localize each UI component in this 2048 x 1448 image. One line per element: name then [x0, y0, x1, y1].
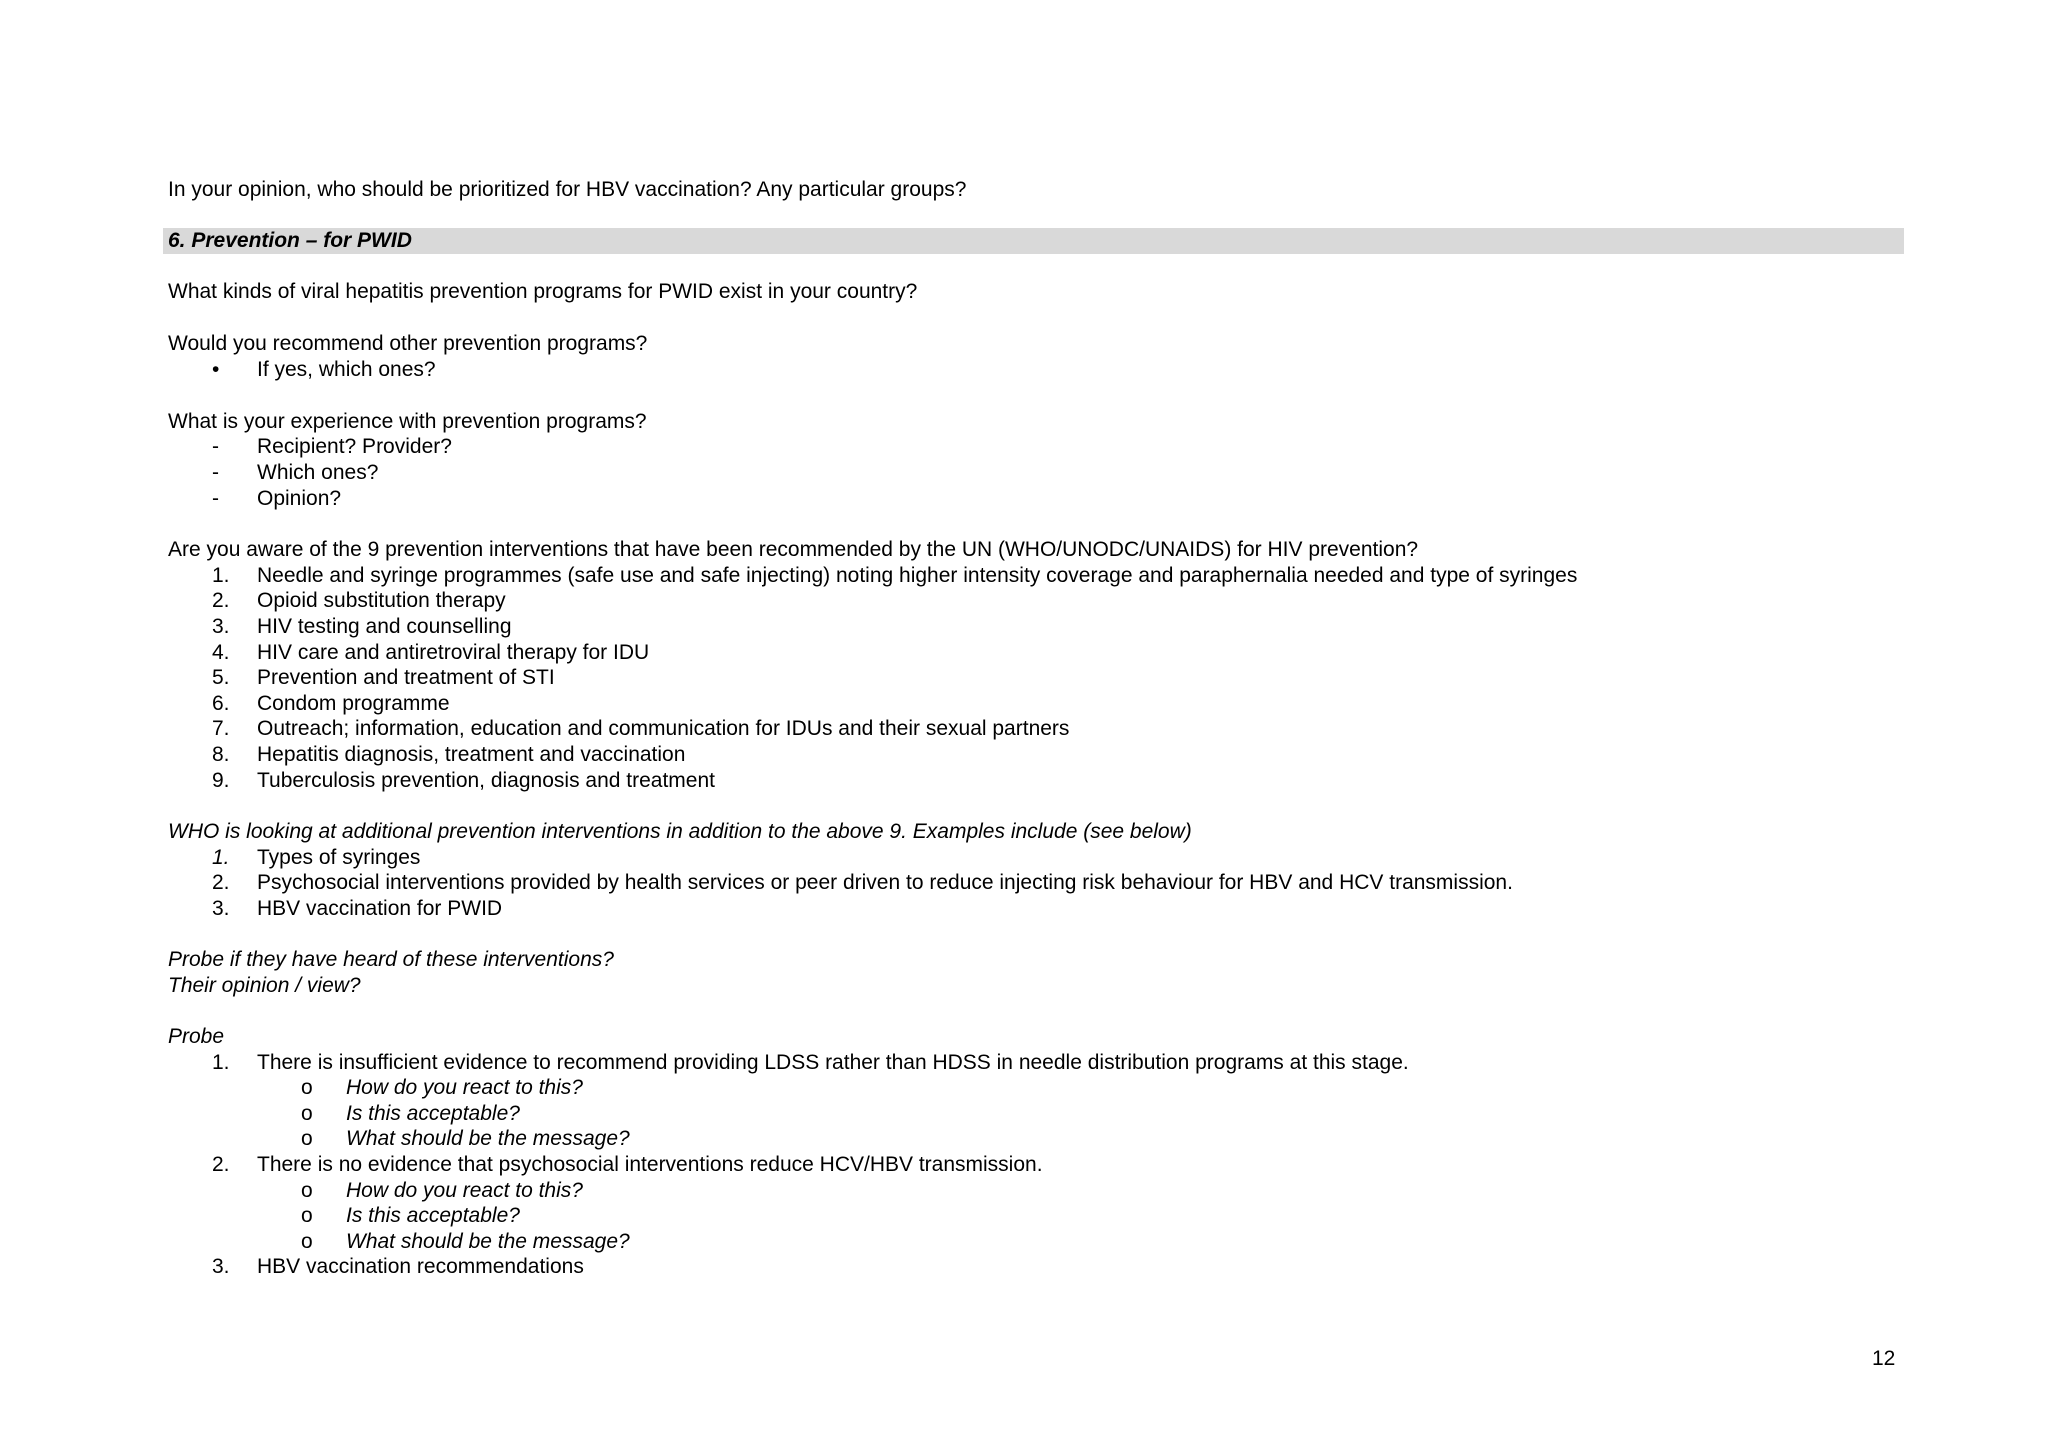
question-experience: What is your experience with prevention programs?	[168, 410, 647, 433]
list-marker: 3.	[212, 615, 230, 638]
list-marker: 4.	[212, 641, 230, 664]
list-item: Needle and syringe programmes (safe use and safe injecting) noting higher intensity coverage and paraphernalia needed and type of syringes	[257, 564, 1578, 587]
list-item: Recipient? Provider?	[257, 435, 452, 458]
list-item: Types of syringes	[257, 846, 421, 869]
circle-bullet-marker: o	[301, 1179, 313, 1202]
sub-list-item: How do you react to this?	[346, 1076, 583, 1099]
list-marker: 1.	[212, 846, 230, 869]
sub-list-item: How do you react to this?	[346, 1179, 583, 1202]
circle-bullet-marker: o	[301, 1127, 313, 1150]
list-item: There is insufficient evidence to recommend providing LDSS rather than HDSS in needle distribution programs at this stage.	[257, 1051, 1409, 1074]
probe-label: Probe	[168, 1025, 225, 1048]
question-recommend: Would you recommend other prevention programs?	[168, 332, 648, 355]
list-item: HBV vaccination for PWID	[257, 897, 503, 920]
list-item: There is no evidence that psychosocial interventions reduce HCV/HBV transmission.	[257, 1153, 1043, 1176]
list-item: Hepatitis diagnosis, treatment and vaccination	[257, 743, 686, 766]
list-marker: 3.	[212, 897, 230, 920]
list-marker: 6.	[212, 692, 230, 715]
list-marker: 3.	[212, 1255, 230, 1278]
list-item: Prevention and treatment of STI	[257, 666, 555, 689]
list-marker: 8.	[212, 743, 230, 766]
list-marker: 9.	[212, 769, 230, 792]
question-hbv-priority: In your opinion, who should be prioritized for HBV vaccination? Any particular groups?	[168, 178, 967, 201]
list-item: HIV care and antiretroviral therapy for IDU	[257, 641, 650, 664]
list-marker: 1.	[212, 1051, 230, 1074]
sub-list-item: What should be the message?	[346, 1230, 630, 1253]
sub-list-item: Is this acceptable?	[346, 1204, 520, 1227]
question-programs-exist: What kinds of viral hepatitis prevention programs for PWID exist in your country?	[168, 280, 918, 303]
list-item: Opinion?	[257, 487, 342, 510]
list-marker: 5.	[212, 666, 230, 689]
list-item: Opioid substitution therapy	[257, 589, 506, 612]
list-item: Psychosocial interventions provided by health services or peer driven to reduce injecting risk behaviour for HBV and HCV transmission.	[257, 871, 1513, 894]
circle-bullet-marker: o	[301, 1102, 313, 1125]
list-marker: 7.	[212, 717, 230, 740]
list-item: Which ones?	[257, 461, 379, 484]
sub-list-item: Is this acceptable?	[346, 1102, 520, 1125]
list-item: HBV vaccination recommendations	[257, 1255, 584, 1278]
circle-bullet-marker: o	[301, 1204, 313, 1227]
list-marker: 2.	[212, 1153, 230, 1176]
bullet-marker: •	[212, 358, 220, 381]
who-additional-note: WHO is looking at additional prevention interventions in addition to the above 9. Examples include (see below)	[168, 820, 1192, 843]
recommend-bullet: If yes, which ones?	[257, 358, 436, 381]
page-number: 12	[1872, 1347, 1896, 1370]
list-item: Outreach; information, education and communication for IDUs and their sexual partners	[257, 717, 1070, 740]
circle-bullet-marker: o	[301, 1076, 313, 1099]
list-item: Condom programme	[257, 692, 450, 715]
list-marker: -	[212, 461, 219, 484]
probe-opinion: Their opinion / view?	[168, 974, 361, 997]
list-marker: 2.	[212, 589, 230, 612]
list-marker: -	[212, 487, 219, 510]
probe-heard: Probe if they have heard of these interventions?	[168, 948, 614, 971]
circle-bullet-marker: o	[301, 1230, 313, 1253]
section-heading: 6. Prevention – for PWID	[168, 229, 412, 252]
list-marker: -	[212, 435, 219, 458]
list-item: HIV testing and counselling	[257, 615, 512, 638]
section-heading-bar	[163, 228, 1904, 254]
list-marker: 2.	[212, 871, 230, 894]
list-item: Tuberculosis prevention, diagnosis and treatment	[257, 769, 715, 792]
sub-list-item: What should be the message?	[346, 1127, 630, 1150]
question-aware: Are you aware of the 9 prevention interventions that have been recommended by the UN (WHO/UNODC/UNAIDS) for HIV prevention?	[168, 538, 1419, 561]
list-marker: 1.	[212, 564, 230, 587]
